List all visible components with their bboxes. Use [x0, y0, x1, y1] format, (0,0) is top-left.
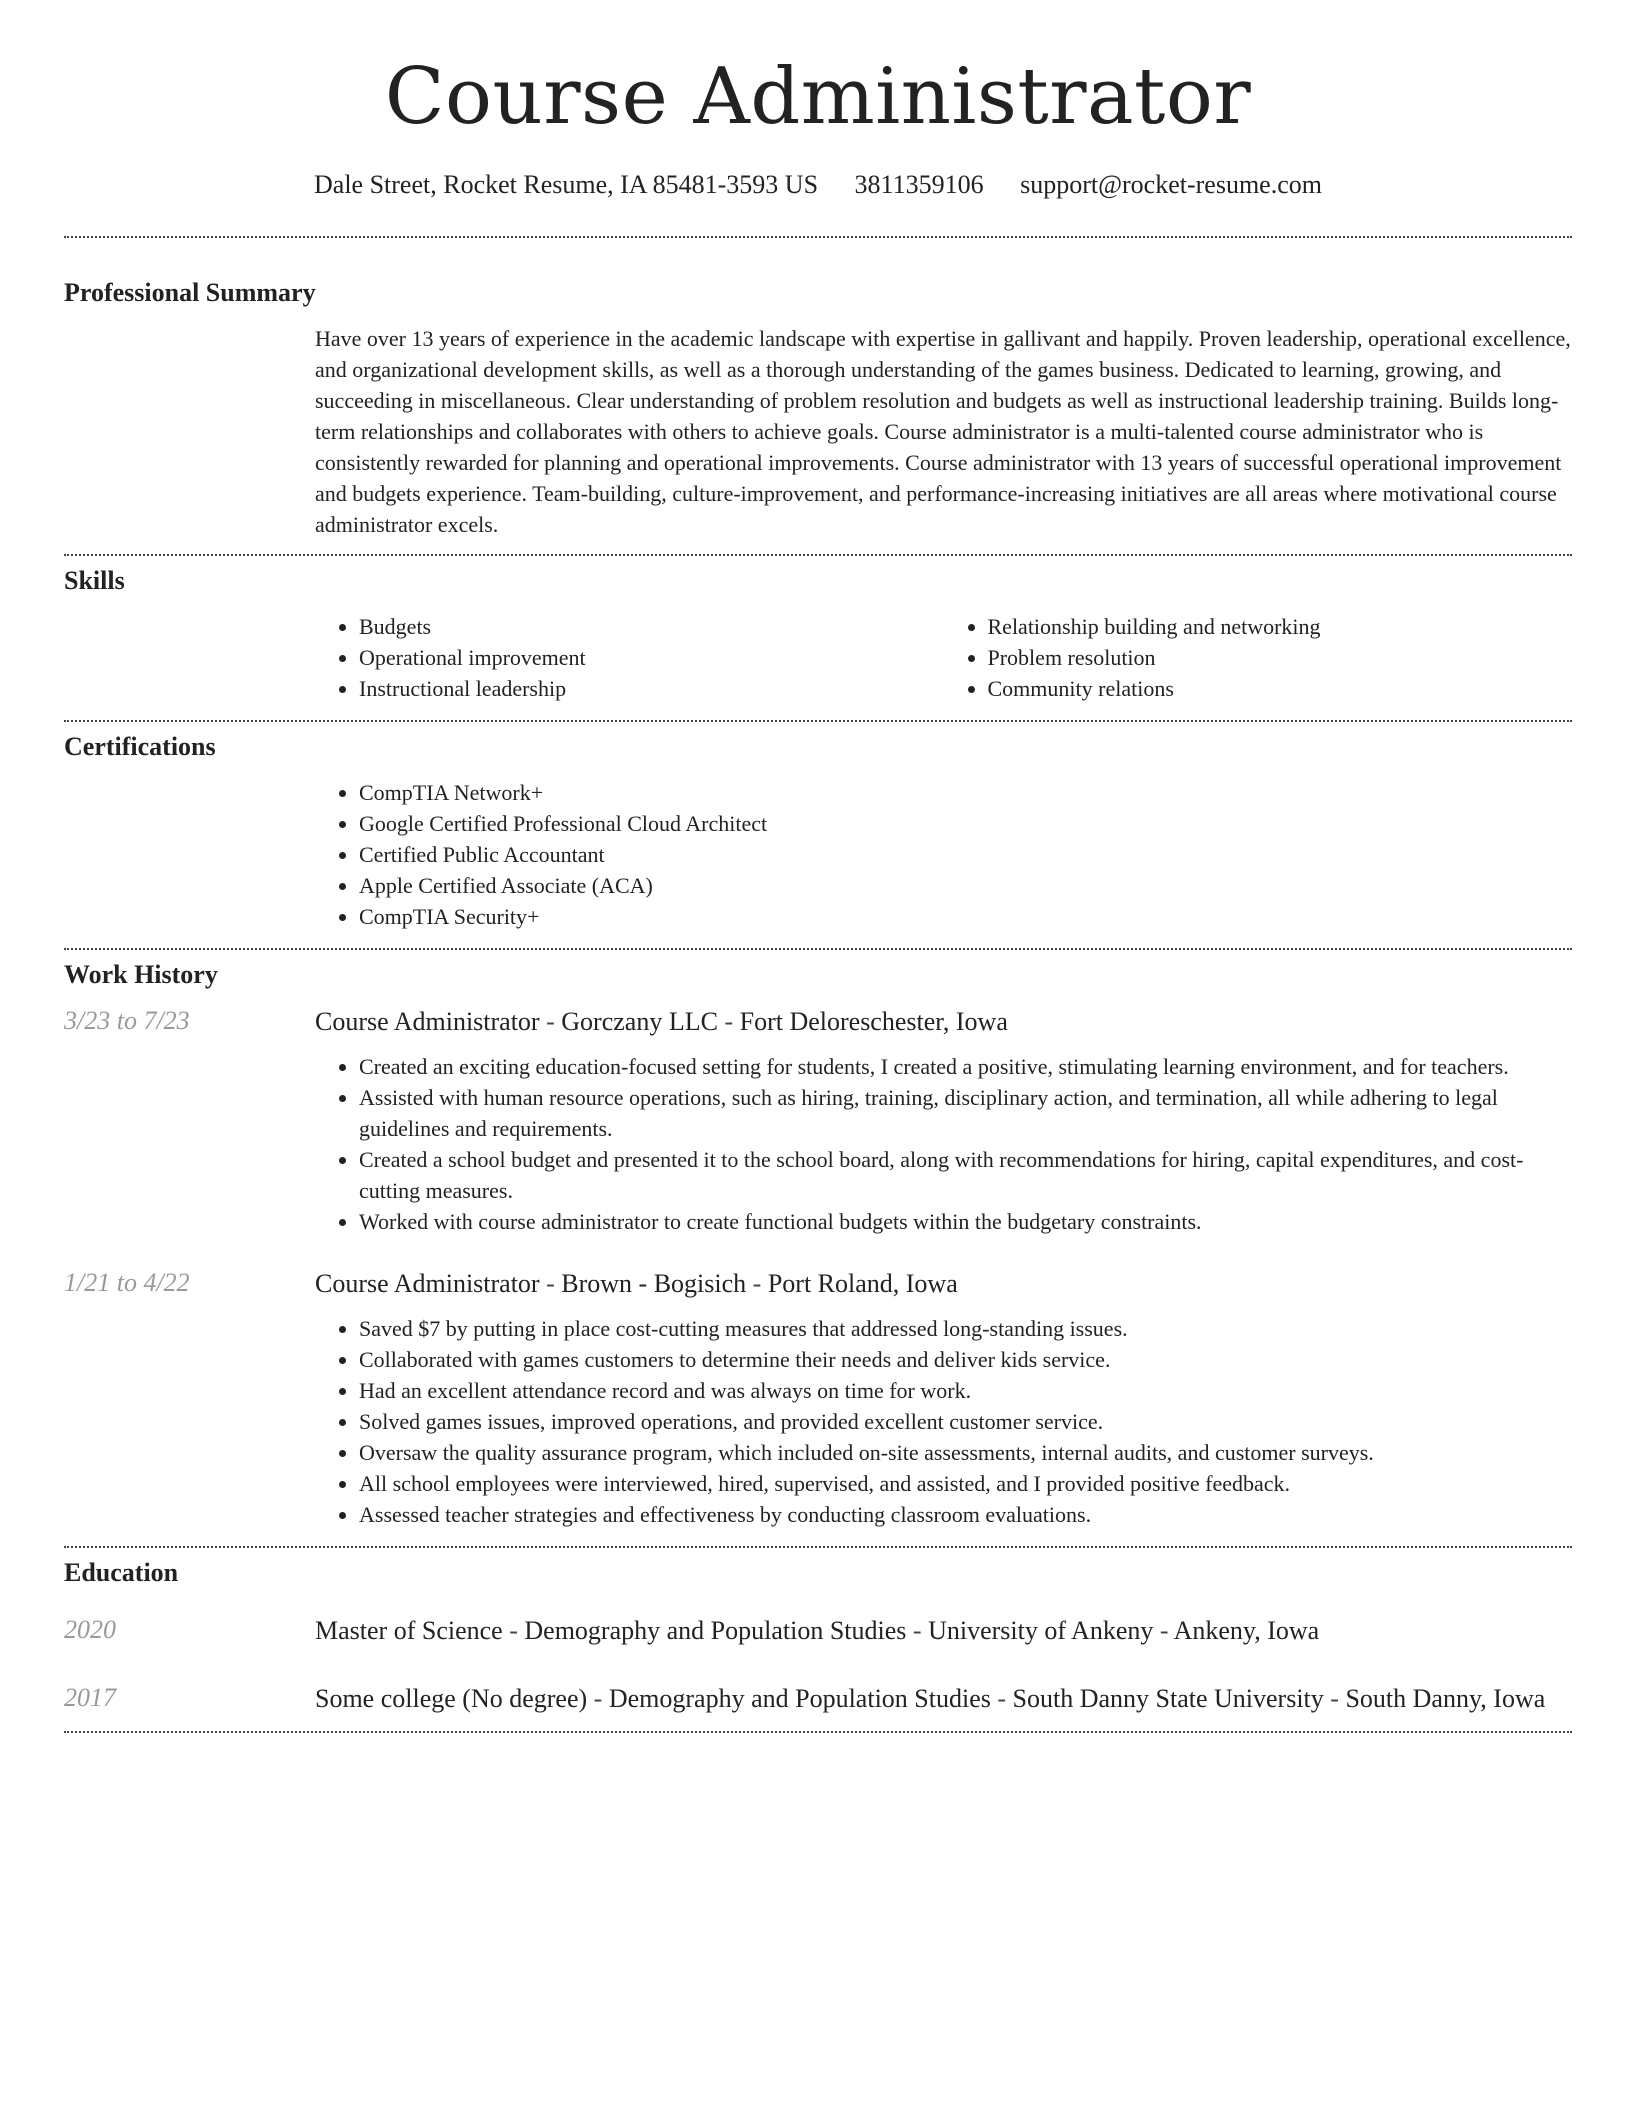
- certification-item: • CompTIA Security+: [359, 901, 1572, 932]
- job-company: Gorczany LLC: [561, 1007, 718, 1036]
- education-title: Education: [64, 1558, 179, 1587]
- summary-divider: [64, 554, 1572, 556]
- certifications-list: [315, 777, 1572, 932]
- job-bullet: • Had an excellent attendance record and was always on time for work.: [359, 1375, 1572, 1406]
- summary-text: Have over 13 years of experience in the academic landscape with expertise in gallivant and happily. Proven leadership, operational excellence, and organizational development skills, as well as a thorough understanding of the games business. Dedicated to learning, growing, and succeeding in miscellaneous. Clear understanding of problem resolution and budgets as well as instructional leadership training. Builds long-term relationships and collaborates with others to achieve goals. Course administrator is a multi-talented course administrator who is consistently rewarded for planning and operational improvements. Course administrator with 13 years of successful operational improvement and budgets experience. Team-building, culture-improvement, and performance-increasing initiatives are all areas where motivational course administrator excels.: [315, 326, 1571, 537]
- job-bullet: • Saved $7 by putting in place cost-cutting measures that addressed long-standing issues.: [359, 1313, 1572, 1344]
- resume-page: [64, 0, 1572, 1733]
- contact-line: [64, 170, 1572, 200]
- work-title: Work History: [64, 960, 218, 989]
- job-details: [315, 1051, 1572, 1237]
- job-bullet: • Worked with course administrator to create functional budgets within the budgetary constraints.: [359, 1206, 1572, 1237]
- skills-title: Skills: [64, 566, 125, 595]
- certifications-title: Certifications: [64, 732, 216, 761]
- job-bullet: • Collaborated with games customers to determine their needs and deliver kids service.: [359, 1344, 1572, 1375]
- skill-item: • Budgets: [359, 611, 944, 642]
- job-entry: [64, 1004, 1572, 1237]
- certification-item: • CompTIA Network+: [359, 777, 1572, 808]
- education-field: Demography and Population Studies: [524, 1616, 907, 1645]
- skills-list-right: [944, 611, 1573, 704]
- job-bullet: • Assessed teacher strategies and effectiveness by conducting classroom evaluations.: [359, 1499, 1572, 1530]
- certifications-divider: [64, 948, 1572, 950]
- job-details: [315, 1313, 1572, 1530]
- header-divider: [64, 236, 1572, 238]
- skills-divider: [64, 720, 1572, 722]
- job-title-line: Course Administrator - Brown - Bogisich - Port Roland, Iowa: [315, 1269, 958, 1298]
- education-school: South Danny State University: [1012, 1684, 1324, 1713]
- education-degree: Some college (No degree): [315, 1684, 588, 1713]
- summary-title: Professional Summary: [64, 278, 316, 307]
- job-role: Course Administrator: [315, 1007, 540, 1036]
- job-header: [64, 1266, 1572, 1302]
- skill-item: • Community relations: [988, 673, 1573, 704]
- summary-content: [315, 323, 1572, 540]
- skill-item: • Problem resolution: [988, 642, 1573, 673]
- education-divider: [64, 1731, 1572, 1733]
- certification-item: • Google Certified Professional Cloud Architect: [359, 808, 1572, 839]
- education-field: Demography and Population Studies: [608, 1684, 991, 1713]
- education-year: 2017: [64, 1683, 116, 1712]
- job-company: Brown - Bogisich: [561, 1269, 747, 1298]
- job-bullets: [315, 1313, 1572, 1530]
- contact-email[interactable]: support@rocket-resume.com: [1020, 170, 1322, 199]
- job-dates: 3/23 to 7/23: [64, 1006, 190, 1035]
- education-entry: [64, 1681, 1572, 1717]
- education-location: South Danny, Iowa: [1345, 1684, 1546, 1713]
- job-location: Port Roland, Iowa: [767, 1269, 958, 1298]
- job-bullet: • All school employees were interviewed, hired, supervised, and assisted, and I provided positive feedback.: [359, 1468, 1572, 1499]
- contact-address: Dale Street, Rocket Resume, IA 85481-3593 US: [314, 170, 819, 199]
- job-bullets: [315, 1051, 1572, 1237]
- candidate-name: Course Administrator: [384, 52, 1252, 142]
- skill-item: • Operational improvement: [359, 642, 944, 673]
- job-bullet: • Created an exciting education-focused setting for students, I created a positive, stimulating learning environment, and for teachers.: [359, 1051, 1572, 1082]
- education-line: Some college (No degree) - Demography and Population Studies - South Danny State University - South Danny, Iowa: [315, 1684, 1546, 1713]
- education-entry: [64, 1613, 1572, 1649]
- work-section: [64, 960, 1572, 1530]
- skill-item: • Instructional leadership: [359, 673, 944, 704]
- job-dates: 1/21 to 4/22: [64, 1268, 190, 1297]
- skills-list-left: [315, 611, 944, 704]
- job-entry: [64, 1266, 1572, 1530]
- job-title-line: Course Administrator - Gorczany LLC - Fort Deloreschester, Iowa: [315, 1007, 1008, 1036]
- education-school: University of Ankeny: [928, 1616, 1154, 1645]
- job-bullet: • Oversaw the quality assurance program, which included on-site assessments, internal audits, and customer surveys.: [359, 1437, 1572, 1468]
- job-location: Fort Deloreschester, Iowa: [739, 1007, 1008, 1036]
- work-divider: [64, 1546, 1572, 1548]
- certification-item: • Certified Public Accountant: [359, 839, 1572, 870]
- education-year: 2020: [64, 1615, 116, 1644]
- education-degree: Master of Science: [315, 1616, 503, 1645]
- job-bullet: • Assisted with human resource operations, such as hiring, training, disciplinary action, and termination, all while adhering to legal guidelines and requirements.: [359, 1082, 1572, 1144]
- certifications-section: [64, 732, 1572, 932]
- skills-section: [64, 566, 1572, 704]
- certification-item: • Apple Certified Associate (ACA): [359, 870, 1572, 901]
- education-section: [64, 1558, 1572, 1717]
- job-role: Course Administrator: [315, 1269, 540, 1298]
- certifications-content: [315, 777, 1572, 932]
- skill-item: • Relationship building and networking: [988, 611, 1573, 642]
- job-bullet: • Created a school budget and presented it to the school board, along with recommendations for hiring, capital expenditures, and cost-cutting measures.: [359, 1144, 1572, 1206]
- skills-grid: [315, 611, 1572, 704]
- contact-phone: 3811359106: [854, 170, 984, 199]
- job-bullet: • Solved games issues, improved operations, and provided excellent customer service.: [359, 1406, 1572, 1437]
- job-header: [64, 1004, 1572, 1040]
- education-line: Master of Science - Demography and Population Studies - University of Ankeny - Ankeny, Iowa: [315, 1616, 1320, 1645]
- summary-section: [64, 278, 1572, 540]
- education-location: Ankeny, Iowa: [1173, 1616, 1320, 1645]
